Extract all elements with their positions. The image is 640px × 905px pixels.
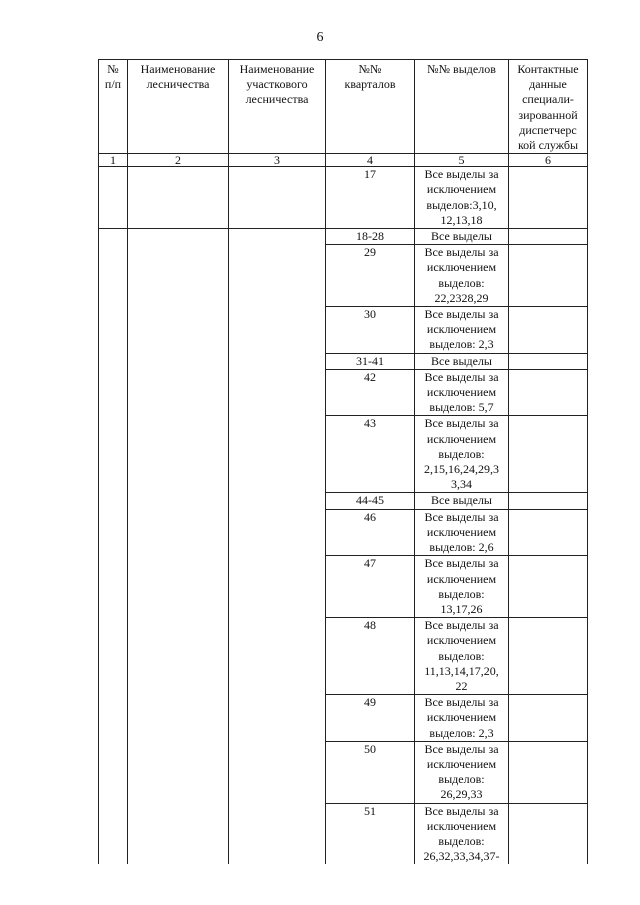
allotments-cell: Все выделы: [415, 229, 509, 245]
table-body: [99, 167, 588, 865]
quarter-cell: 49: [326, 695, 415, 742]
quarter-cell: 18-28: [326, 229, 415, 245]
allotments-cell: Все выделы за исключением выделов: 26,32,33,34,37-: [415, 803, 509, 864]
contact-cell: [509, 307, 588, 354]
quarter-cell: 31-41: [326, 353, 415, 369]
district-cell: [229, 167, 326, 229]
quarter-cell: 44-45: [326, 493, 415, 509]
contact-cell: [509, 695, 588, 742]
quarter-cell: 51: [326, 803, 415, 864]
contact-cell: [509, 369, 588, 416]
contact-cell: [509, 353, 588, 369]
contact-cell: [509, 803, 588, 864]
allotments-cell: Все выделы за исключением выделов: 5,7: [415, 369, 509, 416]
page-number: 6: [316, 30, 324, 45]
allotments-cell: Все выделы за исключением выделов: 13,17,26: [415, 556, 509, 618]
header-cell: Контактные данные специали- зированной диспетчерс кой службы: [509, 60, 588, 154]
contact-cell: [509, 416, 588, 493]
contact-cell: [509, 509, 588, 556]
allotments-cell: Все выделы: [415, 493, 509, 509]
allotments-cell: Все выделы за исключением выделов:3,10, 12,13,18: [415, 167, 509, 229]
table-row: [99, 229, 588, 245]
column-number: 1: [99, 154, 128, 167]
header-cell: №№ выделов: [415, 60, 509, 154]
column-number: 3: [229, 154, 326, 167]
allotments-cell: Все выделы за исключением выделов: 26,29,33: [415, 741, 509, 803]
allotments-cell: Все выделы за исключением выделов: 2,15,16,24,29,3 3,34: [415, 416, 509, 493]
table-row: [99, 167, 588, 229]
header-cell: Наименование лесничества: [128, 60, 229, 154]
header-cell: №№ кварталов: [326, 60, 415, 154]
allotments-cell: Все выделы за исключением выделов: 2,6: [415, 509, 509, 556]
district-cell: [229, 229, 326, 865]
number-cell: [99, 229, 128, 865]
quarter-cell: 47: [326, 556, 415, 618]
column-number: 6: [509, 154, 588, 167]
allotments-cell: Все выделы за исключением выделов: 2,3: [415, 307, 509, 354]
quarter-cell: 43: [326, 416, 415, 493]
quarter-cell: 46: [326, 509, 415, 556]
allotments-cell: Все выделы за исключением выделов: 2,3: [415, 695, 509, 742]
header-row: [99, 60, 588, 154]
forestry-cell: [128, 229, 229, 865]
quarter-cell: 30: [326, 307, 415, 354]
quarter-cell: 29: [326, 245, 415, 307]
column-number: 2: [128, 154, 229, 167]
contact-cell: [509, 556, 588, 618]
quarter-cell: 48: [326, 618, 415, 695]
allotments-cell: Все выделы за исключением выделов: 11,13,14,17,20, 22: [415, 618, 509, 695]
quarter-cell: 17: [326, 167, 415, 229]
forestry-table: [98, 59, 588, 864]
contact-cell: [509, 741, 588, 803]
column-number-row: [99, 154, 588, 167]
forestry-cell: [128, 167, 229, 229]
header-cell: Наименование участкового лесничества: [229, 60, 326, 154]
column-number: 4: [326, 154, 415, 167]
quarter-cell: 50: [326, 741, 415, 803]
allotments-cell: Все выделы за исключением выделов: 22,2328,29: [415, 245, 509, 307]
header-cell: № п/п: [99, 60, 128, 154]
allotments-cell: Все выделы: [415, 353, 509, 369]
column-number: 5: [415, 154, 509, 167]
contact-cell: [509, 229, 588, 245]
contact-cell: [509, 245, 588, 307]
contact-cell: [509, 618, 588, 695]
contact-cell: [509, 167, 588, 229]
contact-cell: [509, 493, 588, 509]
number-cell: [99, 167, 128, 229]
quarter-cell: 42: [326, 369, 415, 416]
